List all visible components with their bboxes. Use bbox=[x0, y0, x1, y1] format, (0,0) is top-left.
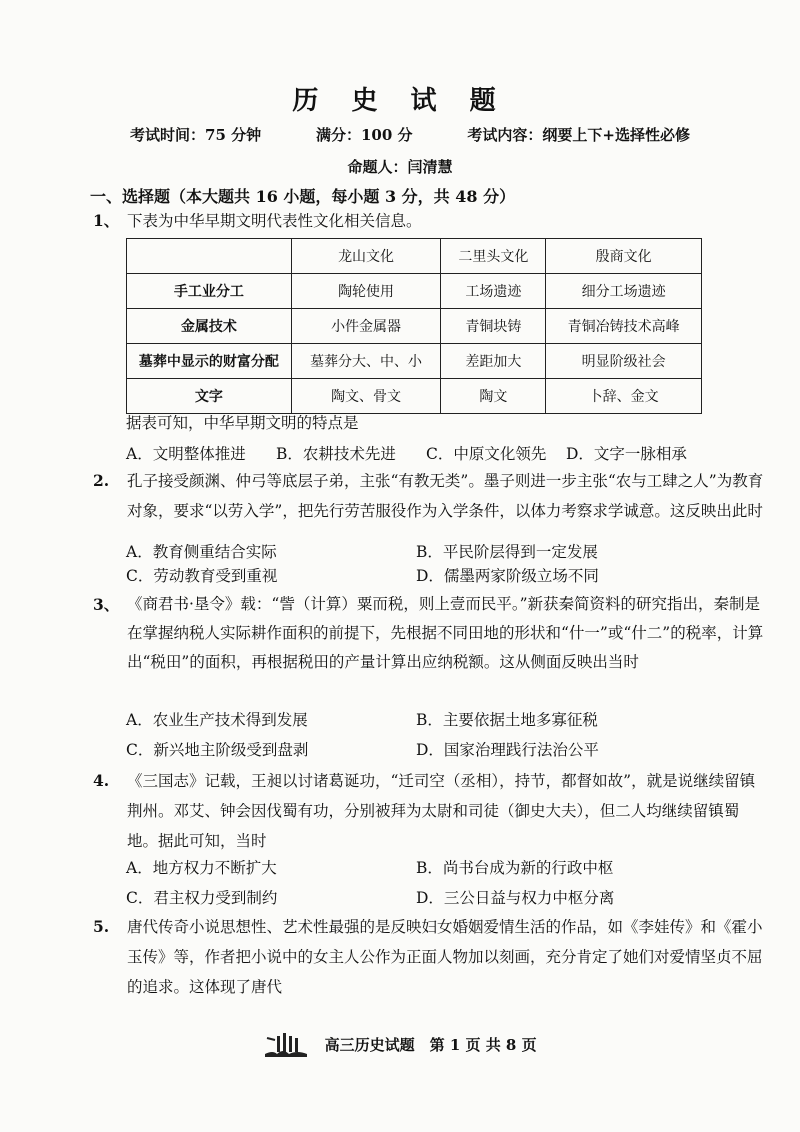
option-c: C．中原文化领先 bbox=[426, 445, 547, 463]
question-stem: 《三国志》记载，王昶以讨诸葛诞功，“迁司空（丞相），持节，都督如故”，就是说继续留镇荆州。邓艾、钟会因伐蜀有功，分别被拜为太尉和司徒（御史大夫），但二人均继续留镇蜀地。据此可知，当时 bbox=[127, 772, 756, 850]
question-stem: 《商君书·垦令》载：“訾（计算）粟而税，则上壹而民平。”新获秦简资料的研究指出，秦制是在掌握纳税人实际耕作面积的前提下，先根据不同田地的形状和“什一”或“什二”的税率，计算出“税田”的面积，再根据税田的产量计算出应纳税额。这从侧面反映出当时 bbox=[127, 595, 764, 671]
option-b: B．平民阶层得到一定发展 bbox=[416, 543, 598, 561]
table-row bbox=[127, 309, 702, 344]
table-cell: 细分工场遗迹 bbox=[546, 274, 702, 309]
footer-text: 高三历史试题 第 1 页 共 8 页 bbox=[324, 1036, 537, 1054]
option-a: A．地方权力不断扩大 bbox=[126, 859, 277, 877]
option-c: C．新兴地主阶级受到盘剥 bbox=[126, 741, 309, 759]
table-cell: 陶文 bbox=[441, 379, 546, 414]
table-cell: 差距加大 bbox=[441, 344, 546, 379]
table-row-head: 金属技术 bbox=[127, 309, 292, 344]
school-logo-icon bbox=[263, 1030, 309, 1062]
table-cell: 明显阶级社会 bbox=[546, 344, 702, 379]
question-number: 5. bbox=[93, 917, 110, 936]
question-4-options bbox=[126, 856, 706, 916]
option-b: B．主要依据土地多寡征税 bbox=[416, 711, 598, 729]
question-number: 3、 bbox=[93, 595, 120, 614]
page-footer bbox=[0, 1030, 800, 1062]
question-3-options bbox=[126, 708, 706, 768]
section-heading: 一、选择题（本大题共 16 小题，每小题 3 分，共 48 分） bbox=[90, 187, 516, 206]
author: 命题人：闫清慧 bbox=[347, 158, 453, 176]
question-stem: 唐代传奇小说思想性、艺术性最强的是反映妇女婚姻爱情生活的作品，如《李娃传》和《霍小玉传》等，作者把小说中的女主人公作为正面人物加以刻画，充分肯定了她们对爱情坚贞不屈的追求。这体现了唐代 bbox=[127, 918, 763, 996]
option-c: C．君主权力受到制约 bbox=[126, 889, 278, 907]
table-row bbox=[127, 344, 702, 379]
table-row bbox=[127, 274, 702, 309]
question-stem: 孔子接受颜渊、仲弓等底层子弟，主张“有教无类”。墨子则进一步主张“农与工肆之人”为教育对象，要求“以劳入学”，把先行劳苦服役作为入学条件，以体力考察求学诚意。这反映出此时 bbox=[127, 472, 764, 520]
table-cell: 工场遗迹 bbox=[441, 274, 546, 309]
table-row-head: 手工业分工 bbox=[127, 274, 292, 309]
exam-content: 考试内容：纲要上下+选择性必修 bbox=[467, 126, 690, 144]
table-header-row bbox=[127, 239, 702, 274]
question-number: 1、 bbox=[93, 211, 120, 230]
question-stem: 下表为中华早期文明代表性文化相关信息。 bbox=[127, 212, 422, 230]
option-a: A．教育侧重结合实际 bbox=[126, 543, 277, 561]
table-header-cell: 龙山文化 bbox=[291, 239, 441, 274]
option-a: A．农业生产技术得到发展 bbox=[126, 711, 308, 729]
option-b: B．农耕技术先进 bbox=[276, 445, 396, 463]
page-title: 历 史 试 题 bbox=[292, 86, 508, 116]
option-d: D．国家治理践行法治公平 bbox=[416, 741, 599, 759]
option-a: A．文明整体推进 bbox=[126, 445, 246, 463]
table-cell: 墓葬分大、中、小 bbox=[291, 344, 441, 379]
exam-time: 考试时间：75 分钟 bbox=[130, 126, 262, 144]
full-score: 满分：100 分 bbox=[315, 126, 413, 144]
table-cell: 青铜冶铸技术高峰 bbox=[546, 309, 702, 344]
table-cell: 青铜块铸 bbox=[441, 309, 546, 344]
question-number: 4. bbox=[93, 771, 110, 790]
option-c: C．劳动教育受到重视 bbox=[126, 567, 278, 585]
option-b: B．尚书台成为新的行政中枢 bbox=[416, 859, 614, 877]
question-1-prompt: 据表可知，中华早期文明的特点是 bbox=[126, 414, 359, 432]
culture-table bbox=[126, 238, 702, 414]
table-cell: 陶轮使用 bbox=[291, 274, 441, 309]
exam-meta bbox=[130, 124, 690, 145]
question-number: 2. bbox=[93, 471, 110, 490]
question-1-options bbox=[126, 442, 706, 466]
question-2-options bbox=[126, 540, 706, 590]
option-d: D．文字一脉相承 bbox=[566, 445, 687, 463]
table-row-head: 文字 bbox=[127, 379, 292, 414]
table-cell: 小件金属器 bbox=[291, 309, 441, 344]
table-row-head: 墓葬中显示的财富分配 bbox=[127, 344, 292, 379]
table-cell: 陶文、骨文 bbox=[291, 379, 441, 414]
table-header-cell: 二里头文化 bbox=[441, 239, 546, 274]
option-d: D．三公日益与权力中枢分离 bbox=[416, 889, 615, 907]
table-header-cell: 殷商文化 bbox=[546, 239, 702, 274]
table-cell: 卜辞、金文 bbox=[546, 379, 702, 414]
table-header-cell bbox=[127, 239, 292, 274]
option-d: D．儒墨两家阶级立场不同 bbox=[416, 567, 599, 585]
